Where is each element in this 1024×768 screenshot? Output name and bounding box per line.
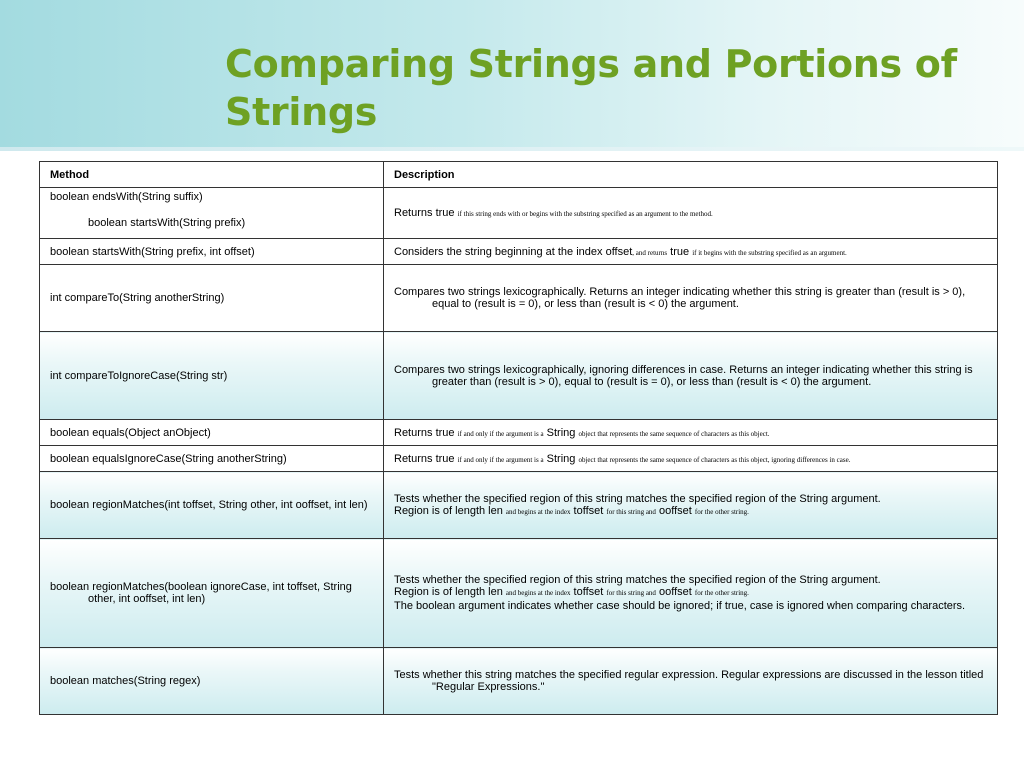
method-cell xyxy=(40,332,384,420)
description-text: Returns true xyxy=(394,452,455,465)
method-cell xyxy=(40,265,384,332)
header-divider xyxy=(0,147,1024,151)
table-row xyxy=(40,539,998,648)
method-text: boolean equalsIgnoreCase(String anotherString) xyxy=(50,452,287,465)
description-text: Region is of length len xyxy=(394,586,503,598)
methods-table-container xyxy=(39,161,997,715)
description-text: Returns true xyxy=(394,207,455,219)
table-row xyxy=(40,648,998,715)
method-text: boolean startsWith(String prefix) xyxy=(88,217,246,229)
description-small-text: if it begins with the substring specified as an argument. xyxy=(692,248,847,257)
method-text: boolean startsWith(String prefix, int offset) xyxy=(50,245,255,258)
description-cell xyxy=(384,648,998,715)
method-cell xyxy=(40,446,384,472)
description-cell xyxy=(384,420,998,446)
description-cell xyxy=(384,265,998,332)
description-cell xyxy=(384,539,998,648)
method-text: boolean equals(Object anObject) xyxy=(50,426,211,439)
method-cell xyxy=(40,472,384,539)
table-row xyxy=(40,420,998,446)
method-cell xyxy=(40,420,384,446)
table-row xyxy=(40,332,998,420)
description-small-text: for the other string. xyxy=(694,589,749,597)
description-small-text: , and returns xyxy=(632,248,668,257)
method-text: int compareTo(String anotherString) xyxy=(50,292,225,304)
methods-table xyxy=(39,161,998,715)
description-text: toffset xyxy=(573,505,604,517)
description-small-text: for this string and xyxy=(606,589,656,597)
description-text: Compares two strings lexicographically. Returns an integer indicating whether this string is greater than (result is > 0), equal to (result is = 0), or less than (result is < 0) the argument. xyxy=(394,286,966,310)
description-text: toffset xyxy=(573,586,604,598)
method-text: boolean matches(String regex) xyxy=(50,675,201,687)
description-text: String xyxy=(546,426,576,439)
table-row xyxy=(40,188,998,239)
description-cell xyxy=(384,239,998,265)
description-small-text: for the other string. xyxy=(694,508,749,516)
method-text: boolean regionMatches(int toffset, String other, int ooffset, int len) xyxy=(50,499,368,511)
method-text: boolean endsWith(String suffix) xyxy=(50,191,203,203)
description-text: String xyxy=(546,452,576,465)
table-header-row xyxy=(40,162,998,188)
description-text: Tests whether this string matches the specified regular expression. Regular expressions are discussed in the lesson titled "Regular Expressions." xyxy=(394,669,984,693)
method-cell xyxy=(40,239,384,265)
description-cell xyxy=(384,446,998,472)
description-small-text: object that represents the same sequence of characters as this object, ignoring differences in case. xyxy=(578,455,851,464)
description-small-text: object that represents the same sequence of characters as this object. xyxy=(578,429,770,438)
description-text: Tests whether the specified region of this string matches the specified region of the String argument. xyxy=(394,493,881,505)
description-cell xyxy=(384,472,998,539)
description-text: Returns true xyxy=(394,426,455,439)
table-row xyxy=(40,472,998,539)
column-header-description: Description xyxy=(384,162,998,188)
description-cell xyxy=(384,188,998,239)
description-text: The boolean argument indicates whether case should be ignored; if true, case is ignored when comparing characters. xyxy=(394,600,966,612)
description-text: Tests whether the specified region of this string matches the specified region of the String argument. xyxy=(394,574,881,586)
method-text: boolean regionMatches(boolean ignoreCase, int toffset, String other, int ooffset, int len) xyxy=(50,581,352,605)
description-small-text: and begins at the index xyxy=(505,508,571,516)
slide-title: Comparing Strings and Portions of Strings xyxy=(225,42,957,134)
description-small-text: if this string ends with or begins with the substring specified as an argument to the method. xyxy=(457,210,713,218)
table-row xyxy=(40,265,998,332)
description-text: true xyxy=(670,245,690,258)
method-cell xyxy=(40,539,384,648)
description-cell xyxy=(384,332,998,420)
description-small-text: if and only if the argument is a xyxy=(457,455,544,464)
description-small-text: and begins at the index xyxy=(505,589,571,597)
table-row xyxy=(40,239,998,265)
description-text: Compares two strings lexicographically, ignoring differences in case. Returns an integer indicating whether this string is greater than (result is > 0), equal to (result is = 0), or less than (result is < 0) the argument. xyxy=(394,363,973,388)
description-small-text: for this string and xyxy=(606,508,656,516)
description-text: ooffset xyxy=(659,586,692,598)
column-header-method: Method xyxy=(40,162,384,188)
method-text: int compareToIgnoreCase(String str) xyxy=(50,369,228,382)
method-cell xyxy=(40,188,384,239)
description-small-text: if and only if the argument is a xyxy=(457,429,544,438)
description-line xyxy=(394,505,987,517)
description-text: Region is of length len xyxy=(394,505,503,517)
table-row xyxy=(40,446,998,472)
description-line xyxy=(394,586,987,598)
description-text: ooffset xyxy=(659,505,692,517)
description-text: Considers the string beginning at the index offset xyxy=(394,245,633,258)
method-cell xyxy=(40,648,384,715)
